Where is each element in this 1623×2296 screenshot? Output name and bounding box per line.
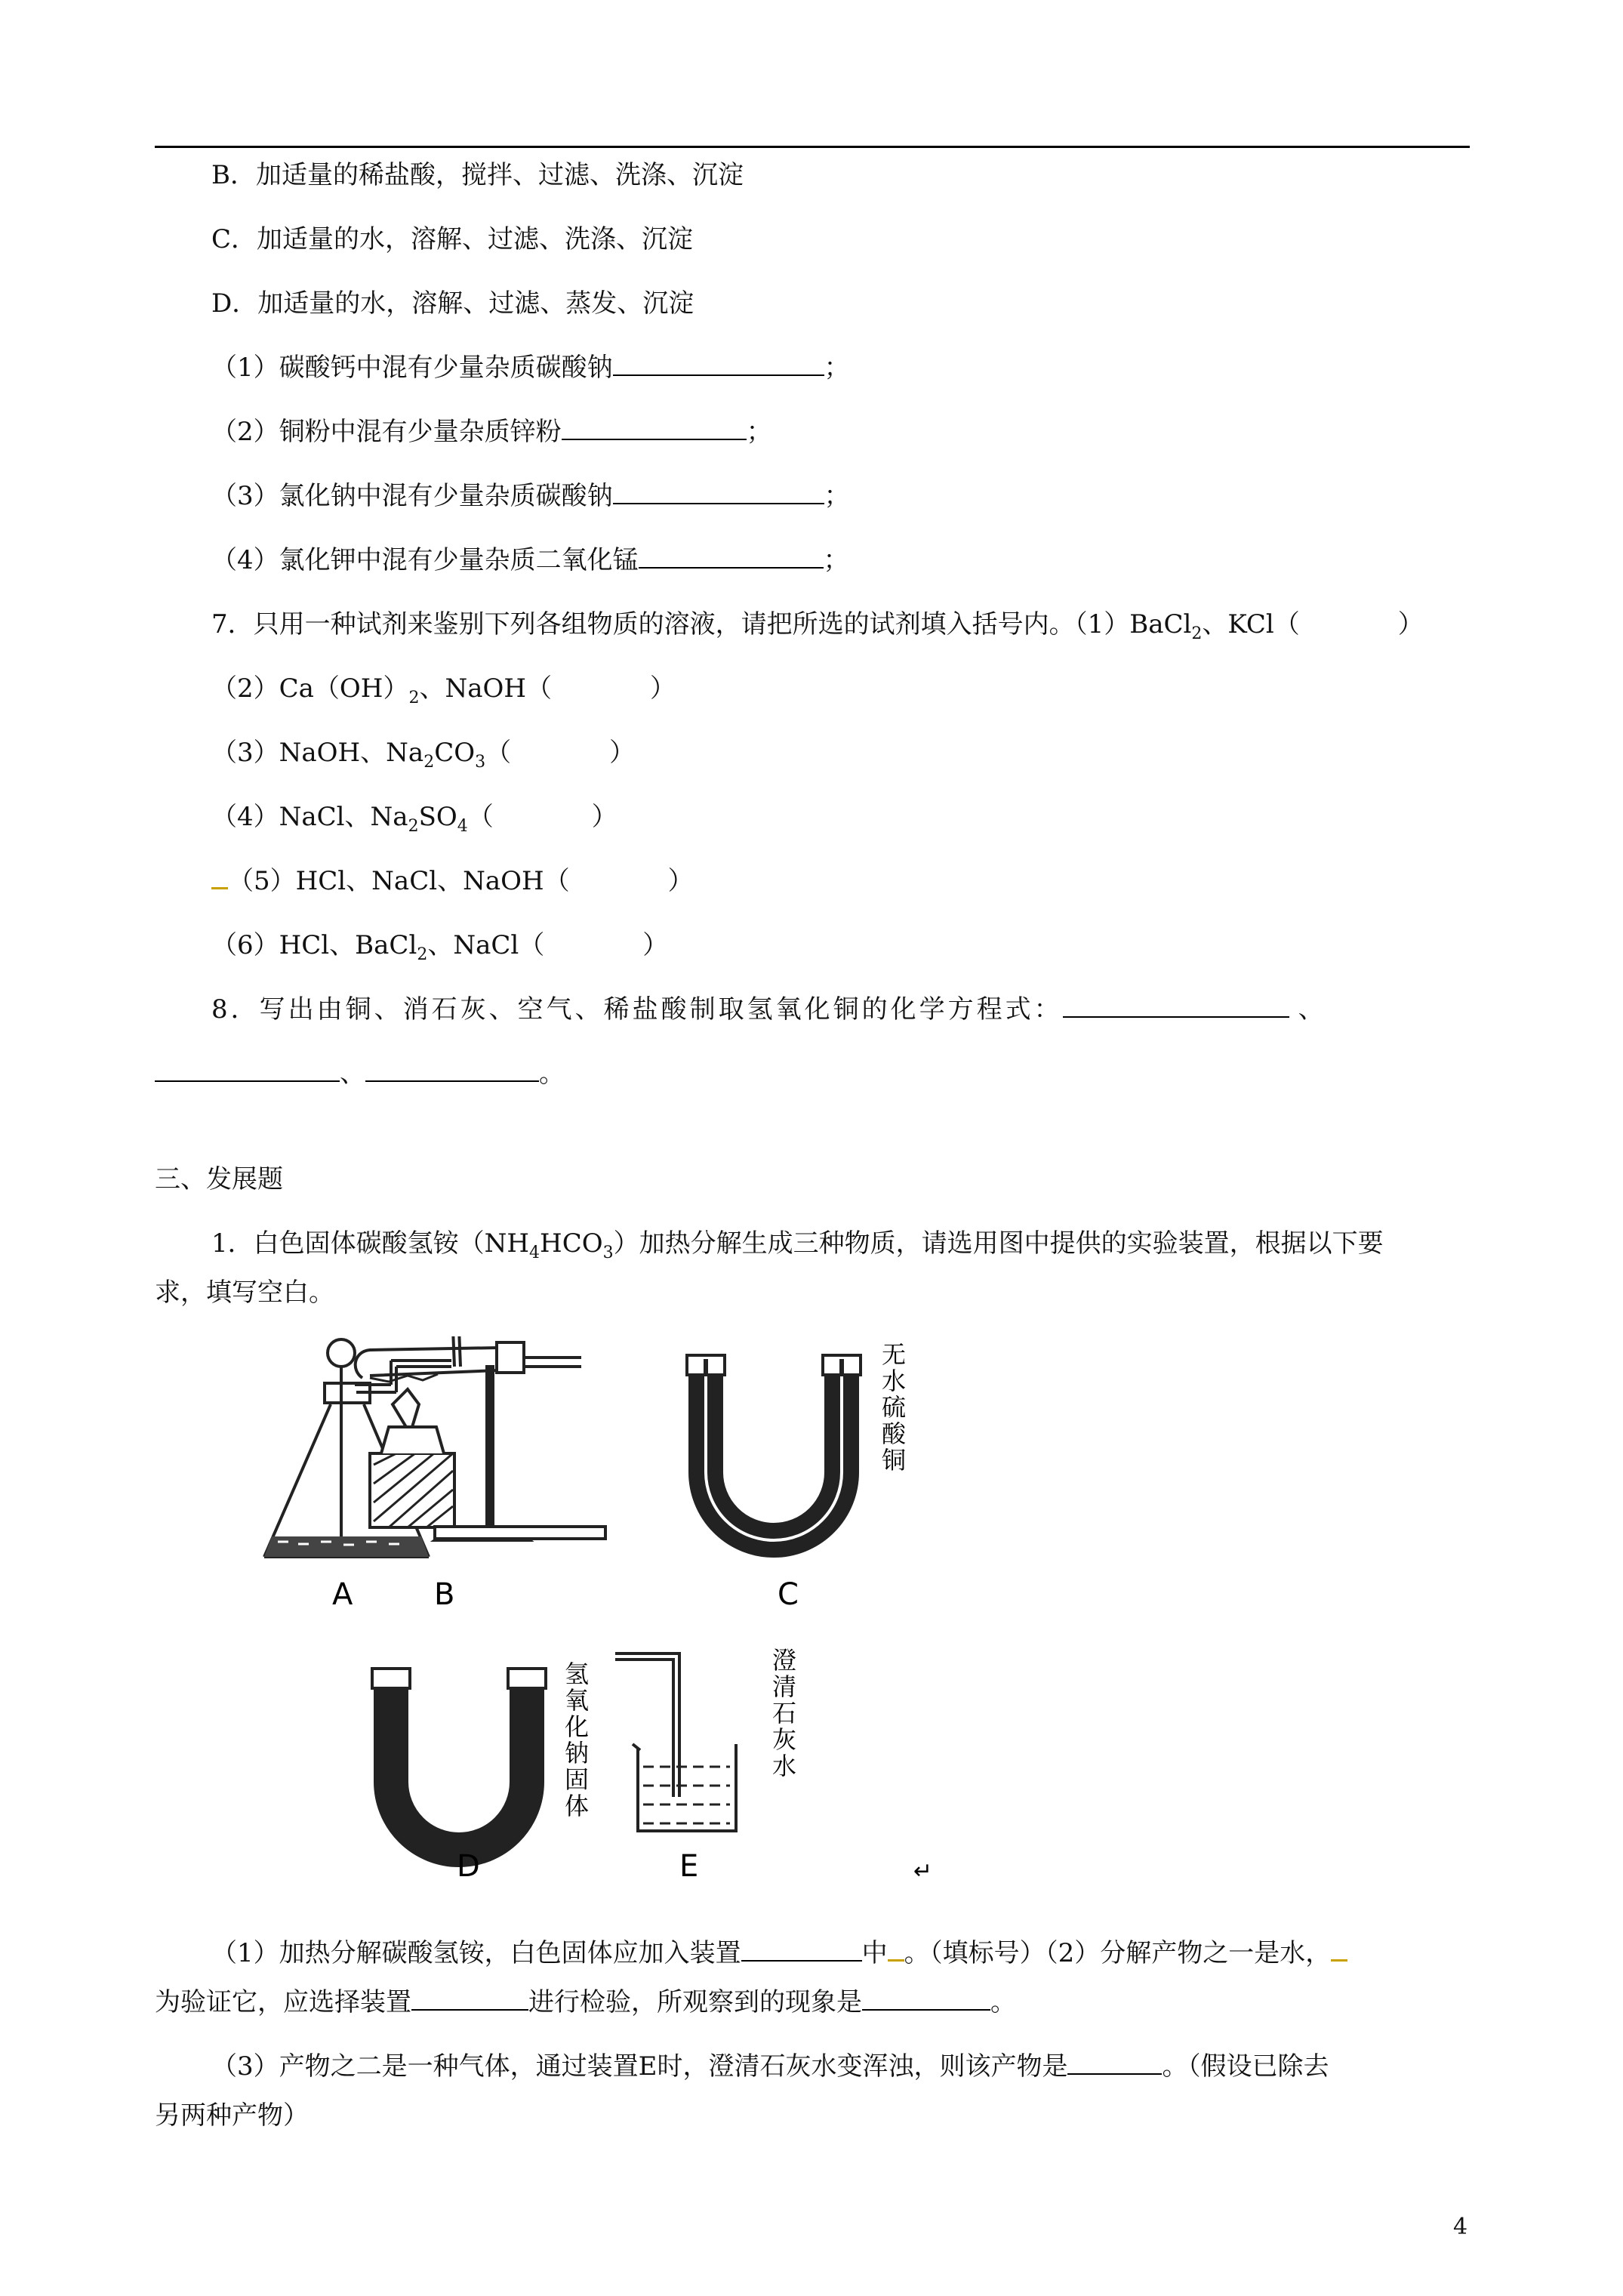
c-text-3: 硫 [882, 1393, 907, 1422]
answer-blank[interactable] [741, 1937, 862, 1962]
section-heading: 三、发展题 [155, 1164, 283, 1194]
q8-line1: 8．写出由铜、消石灰、空气、稀盐酸制取氢氧化铜的化学方程式： 、 [211, 994, 1327, 1025]
answer-blank[interactable] [411, 1986, 528, 2011]
q6-item-2: （2）铜粉中混有少量杂质锌粉 ； [211, 417, 772, 447]
q6-item-3: （3）氯化钠中混有少量杂质碳酸钠 ； [211, 481, 850, 511]
return-mark: ↵ [913, 1858, 933, 1880]
q7-item-2: $(2)Ca(OH)_2$、NaOH（ ） [211, 673, 676, 707]
answer-blank[interactable] [1067, 2051, 1162, 2075]
q7-item-3: （3）NaOH、$Na_2CO_3$（ ） [211, 738, 636, 772]
edit-mark [888, 1940, 904, 1962]
d-text-3: 化 [565, 1712, 590, 1741]
edit-mark [211, 868, 228, 889]
d-text-2: 氧 [565, 1686, 590, 1715]
d-text-6: 体 [565, 1792, 590, 1820]
answer-blank[interactable] [365, 1058, 539, 1082]
q8-line2: 、 。 [155, 1057, 565, 1090]
apparatus-b-heating [356, 1336, 605, 1540]
d-text-1: 氢 [565, 1660, 590, 1688]
header-rule [155, 146, 1470, 148]
apparatus-d-u-tube [372, 1669, 546, 1850]
answer-line-4: 另两种产物） [155, 2100, 309, 2131]
apparatus-c-u-tube [687, 1355, 861, 1540]
d-text-5: 固 [565, 1765, 590, 1794]
option-d: D．加适量的水，溶解、过滤、蒸发、沉淀 [211, 288, 694, 319]
q7-item-5: （5）HCl、NaCl、NaOH（ ） [211, 864, 694, 898]
e-text-1: 澄 [772, 1646, 797, 1675]
q7-item-4: （4）NaCl、$Na_2SO_4$（ ） [211, 802, 617, 836]
q7-item-6: （6）HCl、BaCl$_2$、NaCl（ ） [211, 930, 669, 964]
c-text-2: 水 [882, 1367, 907, 1395]
answer-blank[interactable] [1063, 994, 1289, 1018]
c-text-1: 无 [882, 1340, 907, 1369]
answer-blank[interactable] [155, 1058, 340, 1082]
q6-item-1: （1）碳酸钙中混有少量杂质碳酸钠 ； [211, 353, 850, 383]
e-text-2: 清 [772, 1672, 797, 1701]
apparatus-figure [257, 1336, 981, 1880]
answer-line-1: （1）加热分解碳酸氢铵，白色固体应加入装置 中 。（填标号）（2）分解产物之一是水， [211, 1937, 1347, 1970]
q7-stem: 7．只用一种试剂来鉴别下列各组物质的溶液，请把所选的试剂填入括号内。（1）BaCl$_2$、KCl（ ） [211, 609, 1424, 643]
e-text-3: 石 [772, 1699, 797, 1727]
label-e: E [679, 1849, 699, 1880]
c-text-4: 酸 [882, 1419, 907, 1448]
label-a: A [332, 1577, 353, 1612]
c-text-5: 铜 [882, 1446, 907, 1475]
answer-blank[interactable] [613, 352, 824, 376]
d-text-4: 钠 [565, 1739, 590, 1767]
s3-q1-line1: 1．白色固体碳酸氢铵$(NH_4HCO_3)$加热分解生成三种物质，请选用图中提供的实验装置，根据以下要 [211, 1228, 1384, 1262]
answer-line-2: 为验证它，应选择装置 进行检验，所观察到的现象是 。 [155, 1987, 1016, 2017]
page-number: 4 [1453, 2214, 1468, 2240]
label-c: C [778, 1577, 799, 1612]
s3-q1-line2: 求，填写空白。 [155, 1277, 334, 1308]
answer-blank[interactable] [613, 480, 824, 504]
answer-blank[interactable] [862, 1986, 990, 2011]
label-d: D [457, 1849, 480, 1880]
e-text-4: 灰 [772, 1725, 797, 1754]
option-b: B．加适量的稀盐酸，搅拌、过滤、洗涤、沉淀 [211, 160, 744, 190]
label-b: B [434, 1577, 455, 1612]
option-c: C．加适量的水，溶解、过滤、洗涤、沉淀 [211, 224, 694, 254]
e-text-5: 水 [772, 1752, 797, 1780]
answer-line-3: （3）产物之二是一种气体，通过装置E时，澄清石灰水变浑浊，则该产物是 。（假设已除去 [211, 2051, 1329, 2082]
answer-blank[interactable] [562, 416, 747, 440]
apparatus-e-beaker [615, 1653, 736, 1831]
answer-blank[interactable] [639, 544, 824, 569]
edit-mark [1331, 1940, 1347, 1962]
q6-item-4: （4）氯化钾中混有少量杂质二氧化锰 ； [211, 545, 849, 575]
